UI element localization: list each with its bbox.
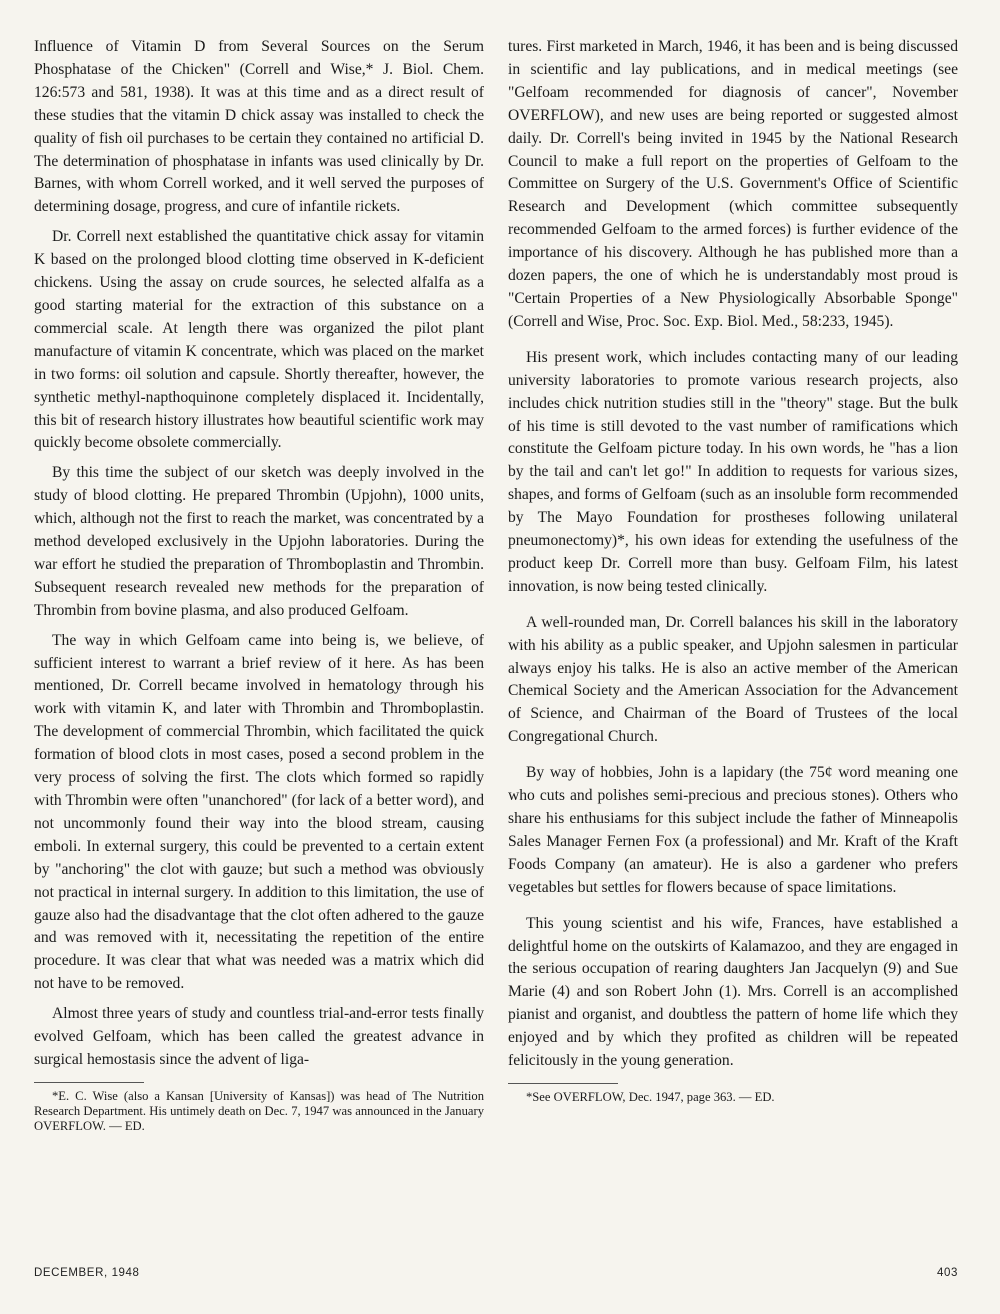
paragraph: By this time the subject of our sketch was deeply involved in the study of blood clotting. He prepared Thrombin (Upjohn), 1000 units, which, although not the first to reach the market, was concentrated by a method developed exclusively in the Upjohn laboratories. During the war effort he studied the preparation of Thromboplastin and Thrombin. Subsequent research revealed new methods for the preparation of Thrombin from bovine plasma, and also produced Gelfoam. (34, 464, 484, 619)
left-column (34, 36, 484, 1141)
paragraph: This young scientist and his wife, Frances, have established a delightful home on the outskirts of Kalamazoo, and they are engaged in the serious occupation of rearing daughters Jan Jacquelyn (9) and Sue Marie (4) and son Robert John (1). Mrs. Correll is an accomplished pianist and organist, and doubtless the pattern of home life which they enjoyed and by which they profited as children will be repeated felicitously in the young generation. (508, 914, 958, 1070)
paragraph: Influence of Vitamin D from Several Sources on the Serum Phosphatase of the Chicken" (Correll and Wise,* J. Biol. Chem. 126:573 and 581, 1938). It was at this time and as a direct result of these studies that the vitamin D chick assay was installed to check the quality of fish oil purchases to be certain they contained no artificial D. The determination of phosphatase in infants was used clinically by Dr. Barnes, with whom Correll worked, and it well served the purposes of determining dosage, progress, and cure of infantile rickets. (34, 38, 484, 216)
footnote: *E. C. Wise (also a Kansan [University of Kansas]) was head of The Nutrition Research Department. His untimely death on Dec. 7, 1947 was announced in the January OVERFLOW. — ED. (34, 1088, 484, 1134)
footnote: *See OVERFLOW, Dec. 1947, page 363. — ED. (526, 1089, 775, 1104)
paragraph: By way of hobbies, John is a lapidary (the 75¢ word meaning one who cuts and polishes semi-precious and precious stones). Others who share his enthusiams for this subject include the father of Minneapolis Sales Manager Fernen Fox (a professional) and Mr. Kraft of the Kraft Foods Company (an amateur). He is also a gardener who prefers vegetables but settles for flowers because of space limitations. (508, 764, 958, 896)
paragraph: The way in which Gelfoam came into being is, we believe, of sufficient interest to warrant a brief review of it here. As has been mentioned, Dr. Correll became involved in hematology through his work with vitamin K, and later with Thrombin and Thromboplastin. The development of commercial Thrombin, which facilitated the quick formation of blood clots in most cases, posed a second problem in the very process of solving the first. The clots which formed so rapidly with Thrombin were often "unanchored" (for lack of a better word), and not uncommonly found their way into the blood stream, causing emboli. In external surgery, this could be prevented to a certain extent by "anchoring" the clot with gauze; but such a method was obviously not practical in internal surgery. In addition to this limitation, the use of gauze also had the disadvantage that the clot often adhered to the gauze and was removed with it, necessitating the repetition of the entire procedure. It was clear that what was needed was a matrix which did not have to be removed. (34, 631, 484, 993)
paragraph: A well-rounded man, Dr. Correll balances his skill in the laboratory with his ability as a public speaker, and Upjohn salesmen in particular always enjoy his talks. He is also an active member of the American Chemical Society and the American Association for the Advancement of Science, and Chairman of the Board of Trustees of the local Congregational Church. (508, 613, 958, 746)
paragraph: Almost three years of study and countless trial-and-error tests finally evolved Gelfoam, which has been called the greatest advance in surgical hemostasis since the advent of liga- (34, 1005, 484, 1068)
paragraph: Dr. Correll next established the quantitative chick assay for vitamin K based on the prolonged blood clotting time observed in K-deficient chickens. Using the assay on crude sources, he selected alfalfa as a good starting material for the extraction of this substance on a commercial scale. At length there was organized the pilot plant manufacture of vitamin K concentrate, which was placed on the market in two forms: oil solution and capsule. Shortly thereafter, however, the synthetic methyl-napthoquinone completely displaced it. Incidentally, this bit of research history illustrates how beautiful scientific work may quickly become obsolete commercially. (34, 228, 484, 452)
paragraph: tures. First marketed in March, 1946, it has been and is being discussed in scientific and lay publications, and in medical meetings (see "Gelfoam recommended for diagnosis of cancer", November OVERFLOW), and new uses are being reported or suggested almost daily. Dr. Correll's being invited in 1945 by the National Research Council to make a full report on the properties of Gelfoam to the Committee on Surgery of the U.S. Government's Office of Scientific Research and Development (which committee subsequently recommended Gelfoam to the armed forces) is further evidence of the importance of his discovery. Although he has published more than a dozen papers, the one of which he is understandably most proud is "Certain Properties of a New Physiologically Absorbable Sponge" (Correll and Wise, Proc. Soc. Exp. Biol. Med., 58:233, 1945). (508, 38, 958, 330)
page-number: 403 (937, 1267, 958, 1279)
footnote-divider (34, 1082, 144, 1083)
issue-date: DECEMBER, 1948 (34, 1267, 140, 1279)
footnote-divider (508, 1083, 618, 1084)
right-column (508, 36, 958, 1112)
paragraph: His present work, which includes contacting many of our leading university laboratories to promote various research projects, also includes chick nutrition studies still in the "theory" stage. But the bulk of his time is still devoted to the vast number of ramifications which constitute the Gelfoam picture today. In his own words, he "has a lion by the tail and can't let go!" In addition to requests for various sizes, shapes, and forms of Gelfoam (such as an insoluble form recommended by The Mayo Foundation for prostheses following unilateral pneumonectomy)*, his own ideas for extending the usefulness of the product keep Dr. Correll more than busy. Gelfoam Film, his latest innovation, is now being tested clinically. (508, 348, 958, 595)
